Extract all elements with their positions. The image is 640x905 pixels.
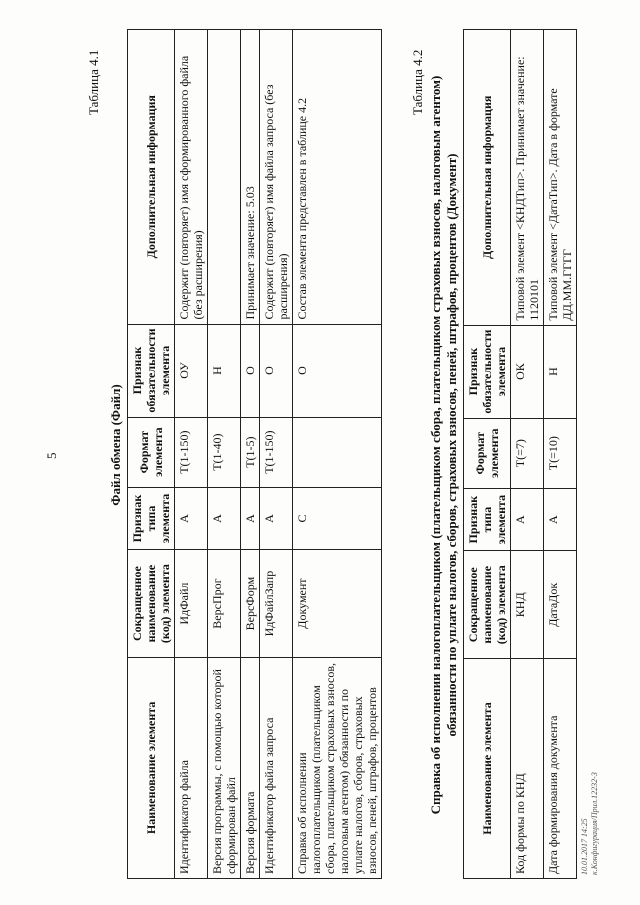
cell-name: Версия программы, с помощью которой сформирован файл — [208, 657, 241, 878]
cell-info — [208, 30, 241, 325]
cell-format — [293, 417, 382, 487]
header-element-type: Признак типа элемента — [464, 488, 511, 551]
header-additional-info: Дополнительная информация — [464, 30, 511, 326]
cell-required: О — [260, 324, 293, 417]
header-element-type: Признак типа элемента — [128, 487, 175, 550]
header-element-code: Сокращенное наименование (код) элемента — [128, 550, 175, 657]
cell-format: Т(=10) — [544, 418, 577, 488]
cell-format: Т(1-150) — [175, 417, 208, 487]
cell-format: Т(1-40) — [208, 417, 241, 487]
table-row — [241, 30, 260, 879]
cell-name: Версия формата — [241, 657, 260, 878]
cell-required: Н — [208, 324, 241, 417]
table-4-1 — [127, 29, 382, 879]
header-element-code: Сокращенное наименование (код) элемента — [464, 551, 511, 659]
page-number: 5 — [44, 452, 59, 459]
cell-name: Код формы по КНД — [511, 659, 544, 879]
table-4-2-title: Справка об исполнении налогоплательщиком (плательщиком сбора, плательщиком страховых взносов, налоговым агентом) обязанности по уплате налогов, сборов, страховых взносов, пеней, штрафов, процентов (Документ) — [428, 75, 459, 815]
cell-name: Идентификатор файла — [175, 657, 208, 878]
cell-code: ВерсПрог — [208, 550, 241, 657]
cell-required: ОУ — [175, 324, 208, 417]
footer-stamp-line-2: к.Конфигурация/Прил.12232-3 — [590, 772, 599, 875]
header-element-required: Признак обязательности элемента — [464, 325, 511, 418]
header-element-name: Наименование элемента — [464, 659, 511, 879]
cell-info: Типовой элемент <КНДТип>. Принимает значение: 1120101 — [511, 30, 544, 326]
cell-code: ДатаДок — [544, 551, 577, 659]
cell-info: Содержит (повторяет) имя файла запроса (без расширения) — [260, 30, 293, 325]
cell-type: А — [175, 487, 208, 550]
table-4-1-caption: Таблица 4.1 — [86, 49, 101, 115]
cell-code: КНД — [511, 551, 544, 659]
cell-required: ОК — [511, 325, 544, 418]
cell-code: ИдФайл — [175, 550, 208, 657]
cell-info: Содержит (повторяет) имя сформированного файла (без расширения) — [175, 30, 208, 325]
cell-format: Т(1-5) — [241, 417, 260, 487]
cell-name: Справка об исполнении налогоплательщиком (плательщиком сбора, плательщиком страховых взносов, налоговым агентом) обязанности по уплате налогов, сборов, страховых взносов, пеней, штрафов, процентов — [293, 657, 382, 878]
header-element-format: Формат элемента — [464, 418, 511, 488]
cell-type: С — [293, 487, 382, 550]
cell-required: О — [241, 324, 260, 417]
table-row — [293, 30, 382, 879]
header-additional-info: Дополнительная информация — [128, 30, 175, 325]
table-row — [175, 30, 208, 879]
cell-info: Принимает значение: 5.03 — [241, 30, 260, 325]
cell-name: Идентификатор файла запроса — [260, 657, 293, 878]
cell-type: А — [260, 487, 293, 550]
cell-required: О — [293, 324, 382, 417]
cell-name: Дата формирования документа — [544, 659, 577, 879]
table-4-2-caption: Таблица 4.2 — [410, 49, 425, 115]
cell-format: Т(=7) — [511, 418, 544, 488]
table-4-1-title: Файл обмена (Файл) — [108, 384, 123, 506]
cell-info: Типовой элемент <ДатаТип>. Дата в формате ДД.ММ.ГГГГ — [544, 30, 577, 326]
header-element-name: Наименование элемента — [128, 657, 175, 878]
table-row — [208, 30, 241, 879]
cell-type: А — [241, 487, 260, 550]
cell-info: Состав элемента представлен в таблице 4.2 — [293, 30, 382, 325]
cell-required: Н — [544, 325, 577, 418]
cell-type: А — [208, 487, 241, 550]
footer-stamp — [580, 772, 600, 875]
table-header-row — [464, 30, 511, 879]
cell-code: Документ — [293, 550, 382, 657]
table-row — [511, 30, 544, 879]
footer-stamp-line-1: 10.01.2017 14:25 — [580, 818, 589, 875]
table-header-row — [128, 30, 175, 879]
table-row — [544, 30, 577, 879]
header-element-required: Признак обязательности элемента — [128, 324, 175, 417]
cell-code: ИдФайлЗапр — [260, 550, 293, 657]
header-element-format: Формат элемента — [128, 417, 175, 487]
table-4-2 — [463, 29, 577, 879]
cell-type: А — [544, 488, 577, 551]
cell-format: Т(1-150) — [260, 417, 293, 487]
cell-code: ВерсФорм — [241, 550, 260, 657]
cell-type: А — [511, 488, 544, 551]
table-row — [260, 30, 293, 879]
